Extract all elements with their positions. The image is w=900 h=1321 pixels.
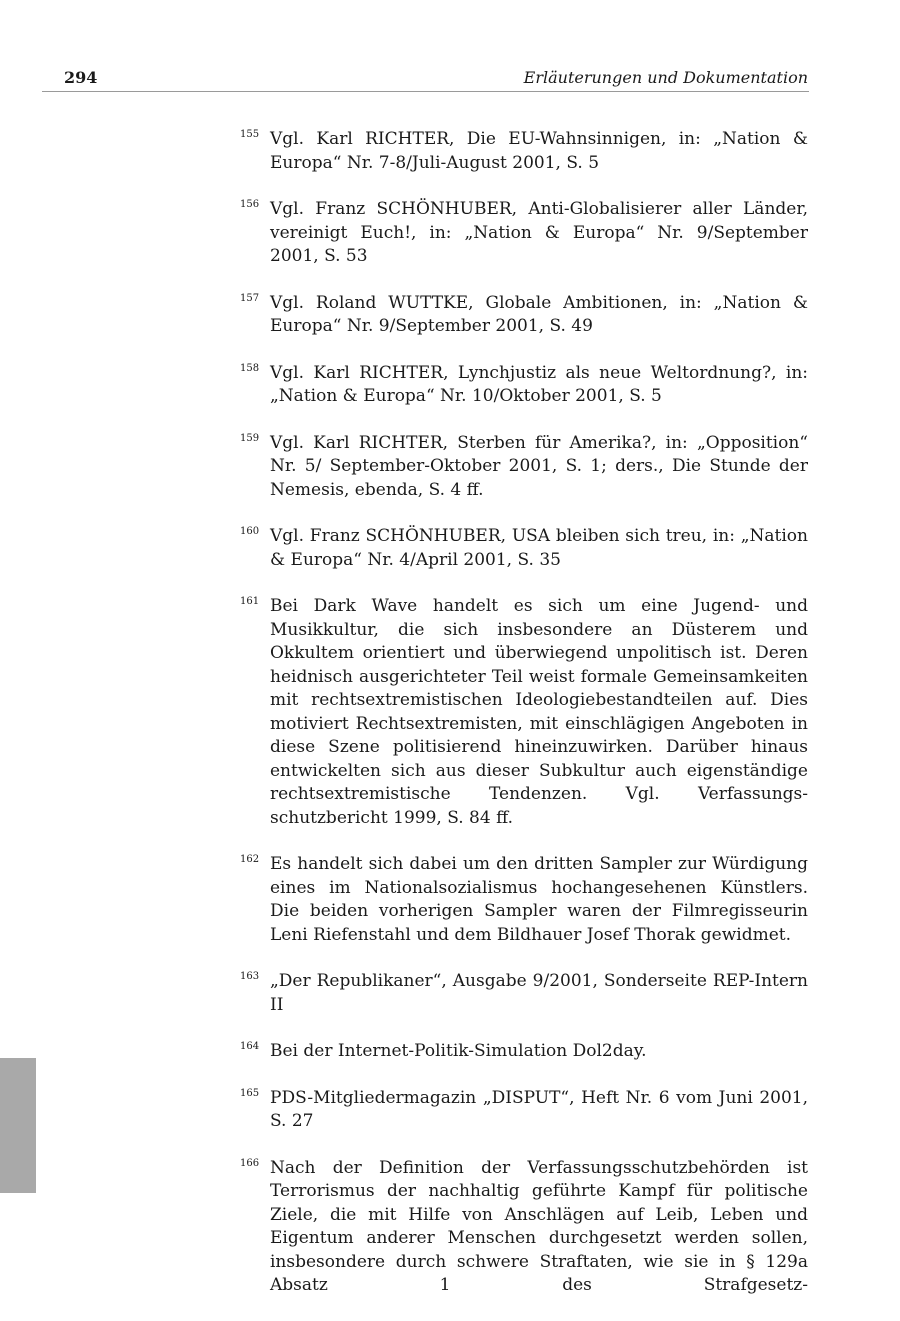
footnote-166 (240, 1157, 808, 1298)
footnote-text: PDS-Mitgliedermagazin „DISPUT“, Heft Nr. 6 vom Juni 2001, S. 27 (270, 1087, 808, 1131)
thumb-index-tab (0, 1058, 36, 1193)
footnote-text: Vgl. Karl RICHTER, Sterben für Amerika?, in: „Opposition“ Nr. 5/ September-Oktober 2001, S. 1; ders., Die Stunde der Nemesis, ebenda, S. 4 ff. (270, 432, 808, 500)
footnote-161 (240, 595, 808, 830)
footnote-160 (240, 525, 808, 572)
footnote-text: Vgl. Franz SCHÖNHUBER, USA bleiben sich treu, in: „Nation & Europa“ Nr. 4/April 2001, S. 35 (270, 526, 808, 570)
footnote-164 (240, 1040, 808, 1064)
footnote-text: Bei Dark Wave handelt es sich um eine Jugend- und Musikkultur, die sich insbesondere an Düsterem und Okkultem orientiert und überwiegend unpolitisch ist. Deren heidnisch ausgerichteter Teil weist formale Gemeinsamkeiten mit rechtsextremistischen Ideologiebestandteilen auf. Dies motiviert Rechtsextremisten, mit einschlägigen Angeboten in diese Szene politisierend hineinzuwirken. Darüber hinaus entwickelten sich aus dieser Subkultur auch eigenständige rechtsextremistische Tendenzen. Vgl. Verfassungsschutzbericht 1999, S. 84 ff. (270, 596, 808, 828)
footnote-number: 158 (240, 362, 260, 374)
footnote-text: Vgl. Roland WUTTKE, Globale Ambitionen, in: „Nation & Europa“ Nr. 9/September 2001, S. 49 (270, 292, 808, 336)
footnote-number: 164 (240, 1041, 260, 1052)
footnote-165 (240, 1087, 808, 1134)
footnote-number: 160 (240, 526, 260, 537)
footnote-number: 162 (240, 854, 260, 865)
footnote-number: 163 (240, 971, 260, 982)
footnote-number: 159 (240, 432, 260, 444)
footnote-157 (240, 292, 808, 339)
footnote-text: Es handelt sich dabei um den dritten Sampler zur Würdigung eines im Nationalsozialismus hochangesehenen Künstlers. Die beiden vorherigen Sampler waren der Filmregisseurin Leni Riefenstahl und dem Bildhauer Josef Thorak gewidmet. (270, 854, 808, 945)
footnote-text: Vgl. Karl RICHTER, Die EU-Wahnsinnigen, in: „Nation & Europa“ Nr. 7-8/Juli-August 2001, S. 5 (270, 129, 808, 173)
footnote-number: 166 (240, 1157, 260, 1169)
footnote-number: 155 (240, 129, 260, 140)
footnote-text: Vgl. Karl RICHTER, Lynchjustiz als neue Weltordnung?, in: „Nation & Europa“ Nr. 10/Oktober 2001, S. 5 (270, 362, 808, 406)
footnote-156 (240, 198, 808, 269)
running-head: Erläuterungen und Dokumentation (523, 68, 808, 87)
footnote-163 (240, 970, 808, 1017)
footnote-158 (240, 362, 808, 409)
footnote-number: 165 (240, 1087, 260, 1099)
page-number: 294 (64, 68, 98, 87)
footnote-text: Bei der Internet-Politik-Simulation Dol2day. (270, 1041, 647, 1061)
footnote-list (240, 128, 808, 1321)
footnote-text: Vgl. Franz SCHÖNHUBER, Anti-Globalisierer aller Länder, vereinigt Euch!, in: „Nation & Europa“ Nr. 9/September 2001, S. 53 (270, 199, 808, 266)
footnote-text: Nach der Definition der Verfassungsschutzbehörden ist Terrorismus der nachhaltig geführte Kampf für politische Ziele, die mit Hilfe von Anschlägen auf Leib, Leben und Eigentum anderer Menschen durchgesetzt werden sollen, insbesondere durch schwere Straftaten, wie sie in § 129a Absatz 1 des Strafgesetz- (270, 1157, 808, 1295)
header-rule (42, 91, 809, 92)
footnote-text: „Der Republikaner“, Ausgabe 9/2001, Sonderseite REP-Intern II (270, 971, 808, 1015)
footnote-155 (240, 128, 808, 175)
footnote-162 (240, 853, 808, 947)
footnote-159 (240, 432, 808, 503)
footnote-number: 156 (240, 199, 260, 210)
footnote-number: 161 (240, 596, 260, 607)
footnote-number: 157 (240, 292, 260, 304)
